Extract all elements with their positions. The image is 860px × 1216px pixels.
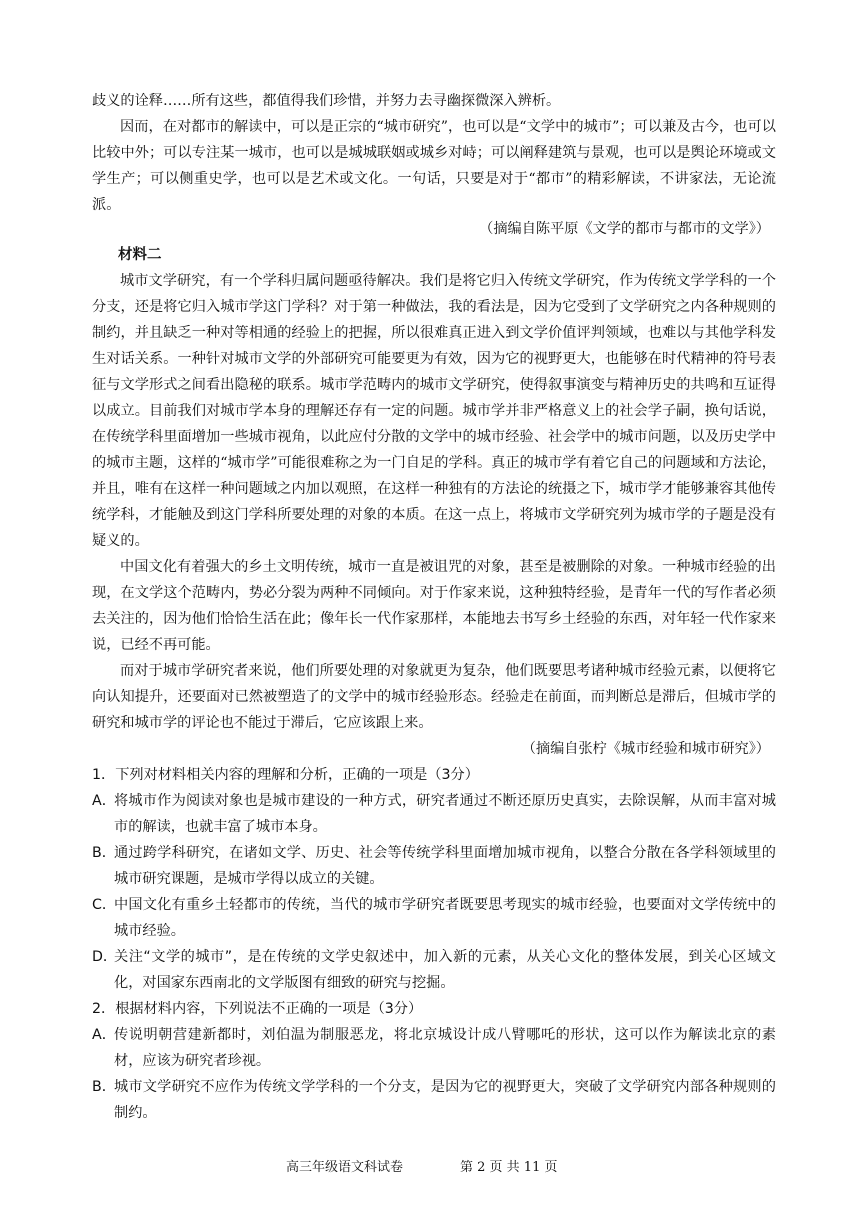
question-1-option-d bbox=[92, 944, 776, 996]
material2-heading: 材料二 bbox=[118, 247, 162, 263]
footer-page-number: 第 2 页 共 11 页 bbox=[460, 1160, 558, 1175]
material2-source: （摘编自张柠《城市经验和城市研究》） bbox=[521, 741, 770, 757]
question-1-option-a bbox=[92, 788, 776, 840]
option-text: 通过跨学科研究，在诸如文学、历史、社会等传统学科里面增加城市视角，以整合分散在各学科领域里的城市研究课题，是城市学得以成立的关键。 bbox=[114, 845, 776, 887]
material1-tail-text: 歧义的诠释……所有这些，都值得我们珍惜，并努力去寻幽探微深入辨析。 bbox=[92, 93, 561, 109]
material2-paragraph-2: 中国文化有着强大的乡土文明传统，城市一直是被诅咒的对象，甚至是被删除的对象。一种城市经验的出现，在文学这个范畴内，势必分裂为两种不同倾向。对于作家来说，这种独特经验，是青年一代的写作者必须去关注的，因为他们恰恰生活在此；像年长一代作家那样，本能地去书写乡土经验的东西，对年轻一代作家来说，已经不再可能。 bbox=[92, 559, 776, 653]
material1-source: （摘编自陈平原《文学的都市与都市的文学》） bbox=[479, 221, 770, 237]
option-text: 关注“文学的城市”，是在传统的文学史叙述中，加入新的元素，从关心文化的整体发展，到关心区域文化，对国家东西南北的文学版图有细致的研究与挖掘。 bbox=[114, 949, 776, 991]
question-2-option-b bbox=[92, 1074, 776, 1126]
option-letter: C． bbox=[92, 897, 117, 913]
option-text: 将城市作为阅读对象也是城市建设的一种方式，研究者通过不断还原历史真实，去除误解，从而丰富对城市的解读，也就丰富了城市本身。 bbox=[114, 793, 776, 835]
question-1-option-b bbox=[92, 840, 776, 892]
option-letter: A． bbox=[92, 1027, 116, 1043]
option-text: 城市文学研究不应作为传统文学学科的一个分支，是因为它的视野更大，突破了文学研究内部各种规则的制约。 bbox=[114, 1079, 776, 1121]
material2-paragraph-3: 而对于城市学研究者来说，他们所要处理的对象就更为复杂，他们既要思考诸种城市经验元素，以便将它向认知提升，还要面对已然被塑造了的文学中的城市经验形态。经验走在前面，而判断总是滞后，但城市学的研究和城市学的评论也不能过于滞后，它应该跟上来。 bbox=[92, 663, 776, 731]
option-text: 中国文化有重乡土轻都市的传统，当代的城市学研究者既要思考现实的城市经验，也要面对文学传统中的城市经验。 bbox=[114, 897, 776, 939]
question-2-stem: 2．根据材料内容，下列说法不正确的一项是（3分） bbox=[92, 1001, 423, 1017]
option-letter: B． bbox=[92, 845, 116, 861]
material1-paragraph: 因而，在对都市的解读中，可以是正宗的“城市研究”，也可以是“文学中的城市”；可以兼及古今，也可以比较中外；可以专注某一城市，也可以是城城联姻或城乡对峙；可以阐释建筑与景观，也可以是舆论环境或文学生产；可以侧重史学，也可以是艺术或文化。一句话，只要是对于“都市”的精彩解读，不讲家法，无论流派。 bbox=[92, 119, 776, 213]
option-letter: D． bbox=[92, 949, 118, 965]
question-2-option-a bbox=[92, 1022, 776, 1074]
question-1-option-c bbox=[92, 892, 776, 944]
option-text: 传说明朝营建新都时，刘伯温为制服恶龙，将北京城设计成八臂哪吒的形状，这可以作为解读北京的素材，应该为研究者珍视。 bbox=[114, 1027, 776, 1069]
question-1-stem: 1．下列对材料相关内容的理解和分析，正确的一项是（3分） bbox=[92, 767, 479, 783]
footer-exam-title: 高三年级语文科试卷 bbox=[286, 1160, 404, 1175]
material2-paragraph-1: 城市文学研究，有一个学科归属问题亟待解决。我们是将它归入传统文学研究，作为传统文学学科的一个分支，还是将它归入城市学这门学科？对于第一种做法，我的看法是，因为它受到了文学研究之内各种规则的制约，并且缺乏一种对等相通的经验上的把握，所以很难真正进入到文学价值评判领域，也难以与其他学科发生对话关系。一种针对城市文学的外部研究可能要更为有效，因为它的视野更大，也能够在时代精神的符号表征与文学形式之间看出隐秘的联系。城市学范畴内的城市文学研究，使得叙事演变与精神历史的共鸣和互证得以成立。目前我们对城市学本身的理解还存有一定的问题。城市学并非严格意义上的社会学子嗣，换句话说，在传统学科里面增加一些城市视角，以此应付分散的文学中的城市经验、社会学中的城市问题，以及历史学中的城市主题，这样的“城市学”可能很难称之为一门自足的学科。真正的城市学有着它自己的问题域和方法论，并且，唯有在这样一种问题域之内加以观照，在这样一种独有的方法论的统摄之下，城市学才能够兼容其他传统学科，才能触及到这门学科所要处理的对象的本质。在这一点上，将城市文学研究列为城市学的子题是没有疑义的。 bbox=[92, 273, 776, 549]
option-letter: A． bbox=[92, 793, 116, 809]
option-letter: B． bbox=[92, 1079, 116, 1095]
